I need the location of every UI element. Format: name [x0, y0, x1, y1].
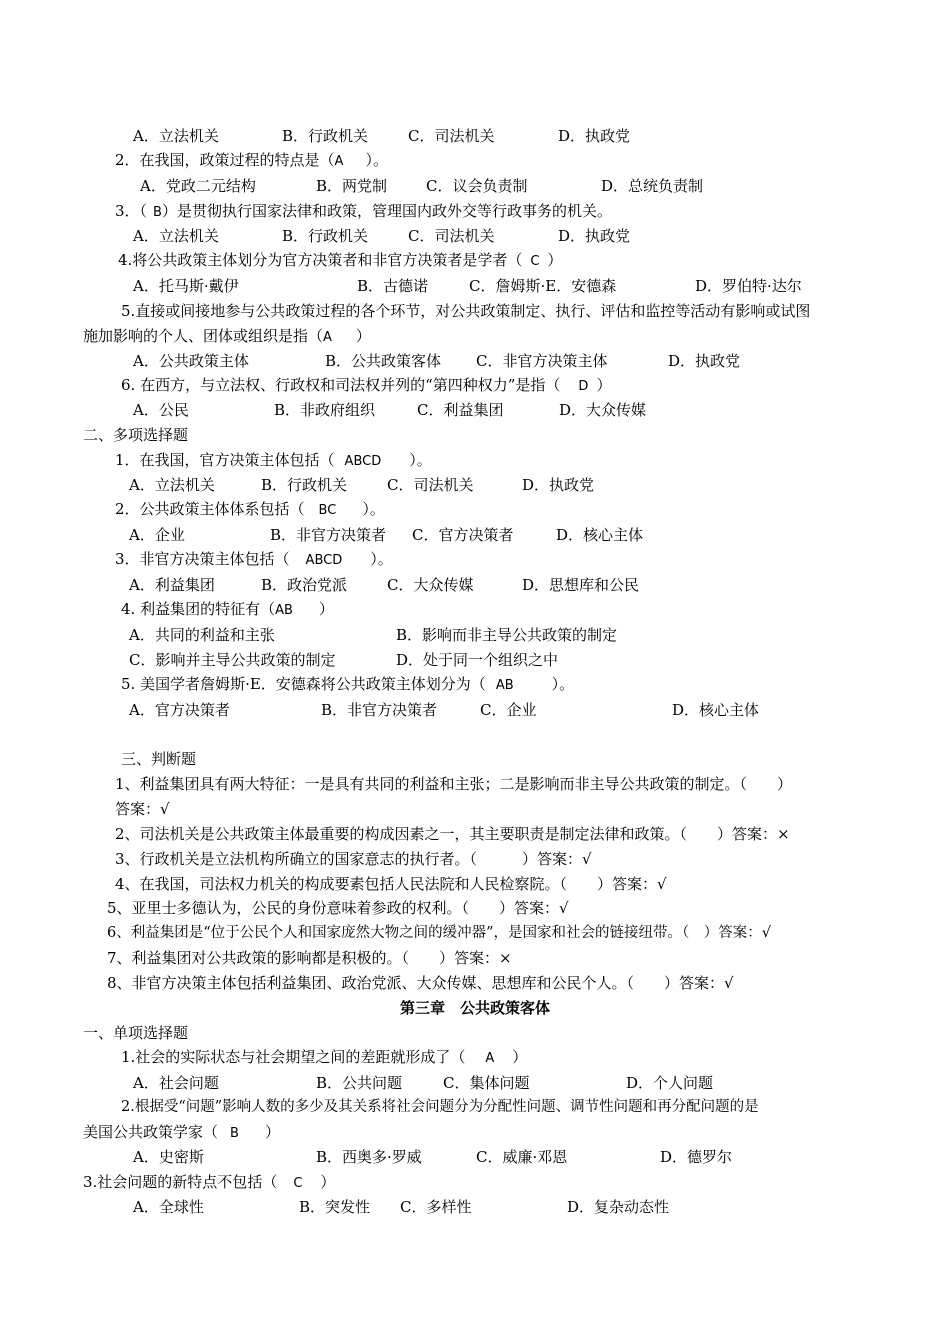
option-c: C．议会负责制	[426, 177, 528, 195]
question-text-end: ）	[547, 251, 563, 269]
option-c: C．多样性	[400, 1198, 472, 1216]
option-d: D．执政党	[522, 476, 595, 494]
option-a: A．社会问题	[133, 1074, 219, 1092]
option-c: C．大众传媒	[387, 576, 474, 594]
option-c: C．集体问题	[443, 1074, 530, 1092]
question-text-end: ）	[264, 1123, 280, 1141]
question-text: 4.将公共政策主体划分为官方决策者和非官方决策者是学者（	[118, 251, 523, 269]
option-c: C．司法机关	[408, 227, 495, 245]
answer: A	[323, 330, 332, 345]
option-b: B．行政机关	[261, 476, 348, 494]
option-b: B．非官方决策者	[270, 526, 387, 544]
multi-question-2	[115, 499, 385, 521]
answer: ABCD	[344, 454, 382, 469]
question-text-end: ）	[512, 1048, 528, 1066]
judgment-1-answer: 答案：√	[115, 800, 170, 818]
option-a: A．官方决策者	[129, 701, 230, 719]
option-a: A．托马斯·戴伊	[133, 277, 239, 295]
judgment-4: 4、在我国，司法权力机关的构成要素包括人民法院和人民检察院。（ ）答案：√	[115, 875, 667, 893]
judgment-5: 5、亚里士多德认为，公民的身份意味着参政的权利。（ ）答案：√	[107, 899, 569, 917]
question-text: 5. 美国学者詹姆斯·E．安德森将公共政策主体划分为（	[121, 675, 486, 693]
question-text: 6. 在西方，与立法权、行政权和司法权并列的“第四种权力”是指（	[121, 376, 561, 394]
question-2	[115, 150, 388, 172]
question-text-end: ）	[355, 327, 371, 345]
answer: B	[230, 1126, 239, 1141]
question-text: 1.社会的实际状态与社会期望之间的差距就形成了（	[121, 1048, 466, 1066]
judgment-2: 2、司法机关是公共政策主体最重要的构成因素之一，其主要职责是制定法律和政策。（ ）答案：×	[115, 825, 790, 843]
question-text-end: ）。	[370, 550, 393, 568]
question-6	[121, 375, 611, 397]
option-d: D．罗伯特·达尔	[695, 277, 802, 295]
answer: BC	[318, 503, 337, 518]
option-c: C．企业	[480, 701, 537, 719]
option-d: D．执政党	[668, 352, 741, 370]
answer: A	[334, 154, 344, 169]
option-d: D．德罗尔	[660, 1148, 733, 1166]
question-text-end: ）。	[409, 451, 432, 469]
multi-question-5	[121, 674, 574, 696]
multi-question-1	[115, 450, 432, 472]
option-b: B．公共政策客体	[325, 352, 442, 370]
answer: AB	[275, 603, 293, 618]
question-text: 4. 利益集团的特征有（	[121, 600, 276, 618]
answer: C	[293, 1176, 303, 1191]
option-b: B．非政府组织	[274, 401, 376, 419]
judgment-3: 3、行政机关是立法机构所确立的国家意志的执行者。（ ）答案：√	[115, 850, 592, 868]
option-c: C．官方决策者	[412, 526, 514, 544]
chapter3-question-2-line-1: 2.根据受“问题”影响人数的多少及其关系将社会问题分为分配性问题、调节性问题和再分配问题的是	[121, 1099, 759, 1115]
option-a: A．共同的利益和主张	[129, 626, 275, 644]
question-text-end: ）。	[365, 151, 388, 169]
question-text: 3．（	[115, 202, 148, 220]
option-d: D．个人问题	[626, 1074, 714, 1092]
judgment-6: 6、利益集团是“位于公民个人和国家庞然大物之间的缓冲器”，是国家和社会的链接纽带。（ ）答案：√	[107, 925, 772, 941]
question-text: 3．非官方决策主体包括（	[115, 550, 290, 568]
section-heading-judgment: 三、判断题	[121, 750, 197, 768]
section-heading-single-choice: 一、单项选择题	[83, 1024, 189, 1042]
chapter3-question-3	[83, 1172, 335, 1194]
judgment-1: 1、利益集团具有两大特征：一是具有共同的利益和主张；二是影响而非主导公共政策的制定。（ ）	[115, 775, 793, 793]
option-c: C．詹姆斯·E．安德森	[469, 277, 617, 295]
option-d: D．大众传媒	[559, 401, 647, 419]
chapter-title: 第三章 公共政策客体	[399, 999, 550, 1017]
option-d: D．复杂动态性	[567, 1198, 670, 1216]
option-a: A．立法机关	[133, 227, 219, 245]
option-d: D．执政党	[558, 127, 631, 145]
question-5-line-2	[83, 326, 371, 348]
question-text: 2．公共政策主体体系包括（	[115, 500, 305, 518]
question-3	[115, 201, 612, 223]
option-d: D．思想库和公民	[522, 576, 640, 594]
question-text: 施加影响的个人、团体或组织是指（	[83, 327, 324, 345]
option-c: C．非官方决策主体	[476, 352, 608, 370]
option-b: B．西奥多·罗威	[316, 1148, 422, 1166]
option-d: D．处于同一个组织之中	[396, 651, 559, 669]
section-heading-multiple-choice: 二、多项选择题	[83, 426, 189, 444]
option-a: A．史密斯	[133, 1148, 204, 1166]
option-a: A．立法机关	[129, 476, 215, 494]
judgment-7: 7、利益集团对公共政策的影响都是积极的。（ ）答案：×	[107, 949, 512, 967]
option-b: B．政治党派	[261, 576, 348, 594]
option-a: A．公共政策主体	[133, 352, 249, 370]
option-c: C．影响并主导公共政策的制定	[129, 651, 336, 669]
answer: ABCD	[305, 553, 343, 568]
question-text-end: ）	[596, 376, 612, 394]
question-text-end: ）。	[551, 675, 575, 693]
option-b: B．影响而非主导公共政策的制定	[396, 626, 618, 644]
option-c: C．威廉·邓恩	[476, 1148, 568, 1166]
question-text-end: ）是贯彻执行国家法律和政策，管理国内政外交等行政事务的机关。	[161, 202, 612, 220]
judgment-8: 8、非官方决策主体包括利益集团、政治党派、大众传媒、思想库和公民个人。（ ）答案：√	[107, 974, 734, 992]
chapter3-question-2-line-2	[83, 1122, 280, 1144]
option-b: B．公共问题	[316, 1074, 403, 1092]
option-b: B．两党制	[316, 177, 388, 195]
answer: C	[530, 254, 540, 269]
option-c: C．司法机关	[408, 127, 495, 145]
question-text: 2．在我国，政策过程的特点是（	[115, 151, 335, 169]
option-a: A．党政二元结构	[140, 177, 256, 195]
option-d: D．核心主体	[672, 701, 760, 719]
option-a: A．全球性	[133, 1198, 204, 1216]
answer: AB	[495, 678, 514, 693]
question-5-line-1: 5.直接或间接地参与公共政策过程的各个环节，对公共政策制定、执行、评估和监控等活动有影响或试图	[121, 302, 811, 320]
question-text: 1．在我国，官方决策主体包括（	[115, 451, 335, 469]
option-a: A．企业	[129, 526, 185, 544]
multi-question-3	[115, 549, 393, 571]
option-d: D．总统负责制	[601, 177, 704, 195]
question-text-end: ）	[320, 1173, 336, 1191]
question-text: 美国公共政策学家（	[83, 1123, 219, 1141]
option-d: D．执政党	[558, 227, 631, 245]
option-b: B．突发性	[299, 1198, 371, 1216]
question-text-end: ）。	[362, 500, 385, 518]
option-c: C．司法机关	[387, 476, 474, 494]
option-b: B．行政机关	[282, 127, 369, 145]
option-c: C．利益集团	[417, 401, 504, 419]
option-b: B．非官方决策者	[321, 701, 438, 719]
answer: B	[153, 205, 162, 220]
answer: D	[578, 379, 589, 394]
option-a: A．立法机关	[133, 127, 219, 145]
question-text: 3.社会问题的新特点不包括（	[83, 1173, 278, 1191]
option-a: A．利益集团	[129, 576, 215, 594]
option-b: B．行政机关	[282, 227, 369, 245]
answer: A	[485, 1051, 495, 1066]
question-text-end: ）	[318, 600, 334, 618]
question-4	[118, 250, 562, 272]
option-b: B．古德诺	[357, 277, 429, 295]
multi-question-4	[121, 599, 334, 621]
chapter3-question-1	[121, 1047, 527, 1069]
option-d: D．核心主体	[556, 526, 644, 544]
option-a: A．公民	[133, 401, 189, 419]
